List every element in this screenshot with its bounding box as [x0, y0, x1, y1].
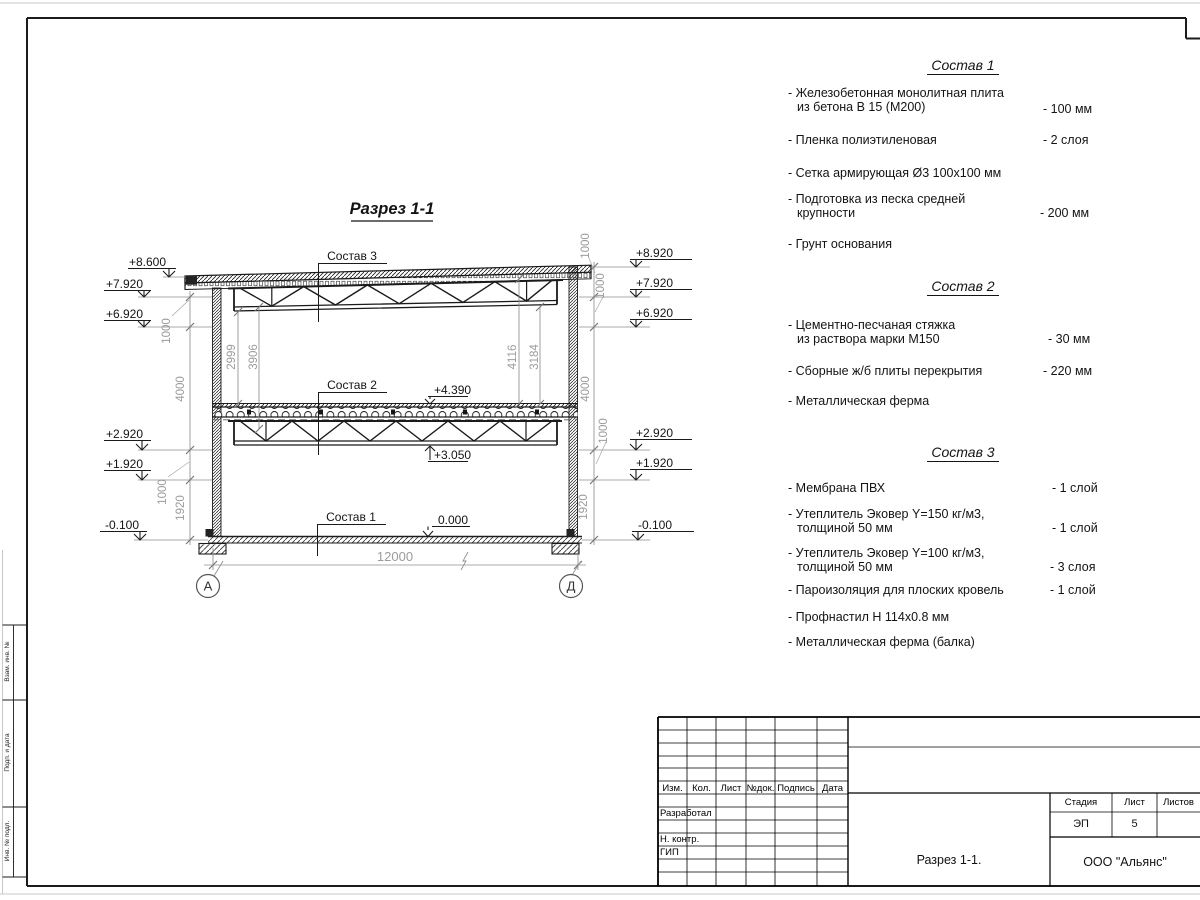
- dim-right-1000a: 1000: [595, 273, 607, 299]
- level-floor: 0.000: [438, 513, 469, 527]
- anchor-right: [567, 529, 575, 537]
- tb-sheet-value: 5: [1131, 818, 1138, 830]
- comp1-item1-line1: - Железобетонная монолитная плита: [788, 86, 1004, 100]
- wall-right: [569, 267, 578, 537]
- strip-label-vzam: Взам. инв. №: [4, 641, 11, 682]
- elev-right-4: +2.920: [636, 426, 674, 440]
- comp1-item3-line1: - Сетка армирующая Ø3 100х100 мм: [788, 166, 1002, 180]
- dim-right-1000t: 1000: [580, 233, 592, 259]
- dim-inner-2999: 2999: [226, 344, 238, 370]
- floor-truss: [228, 421, 562, 445]
- foundation-right: [552, 544, 579, 555]
- tb-sheet-label: Лист: [1124, 797, 1145, 808]
- tb-stage-value: ЭП: [1073, 818, 1089, 830]
- dim-left-1000b: 1000: [157, 479, 169, 505]
- strip-label-podp: Подп. и дата: [4, 733, 11, 772]
- tb-col-podpis: Подпись: [777, 783, 815, 794]
- level-mid-bottom: +3.050: [434, 448, 472, 462]
- comp1-item5-line1: - Грунт основания: [788, 237, 893, 251]
- comp3-item3-line2: толщиной 50 мм: [797, 560, 893, 574]
- tb-col-ndok: №док.: [746, 783, 775, 794]
- comp1-item4-line1: - Подготовка из песка средней: [788, 192, 966, 206]
- callout-sostav-3: Состав 3: [327, 249, 377, 263]
- comp3-item1-value: - 1 слой: [1052, 481, 1098, 495]
- roof-assembly: [185, 265, 591, 289]
- comp3-item4-value: - 1 слой: [1050, 583, 1096, 597]
- tb-company: ООО "Альянс": [1083, 855, 1167, 869]
- tb-col-list: Лист: [720, 783, 742, 794]
- tb-col-data: Дата: [821, 783, 844, 794]
- elev-right-1: +8.920: [636, 246, 674, 260]
- sheet-frame: [27, 18, 1200, 886]
- elev-left-5: +1.920: [105, 457, 143, 471]
- axis-label-d: Д: [566, 578, 576, 594]
- comp1-item4-value: - 200 мм: [1040, 206, 1090, 220]
- comp3-item2-line2: толщиной 50 мм: [797, 521, 893, 535]
- dim-inner-3184: 3184: [529, 344, 541, 370]
- comp3-item3-value: - 3 слоя: [1050, 560, 1096, 574]
- comp3-item1-line1: - Мембрана ПВХ: [788, 481, 886, 495]
- tb-row-razrabotal: Разработал: [660, 808, 712, 819]
- strip-label-inv: Инв. № подл.: [4, 820, 11, 862]
- comp2-item2-value: - 220 мм: [1043, 364, 1093, 378]
- axis-circle-left: [197, 561, 224, 598]
- comp1-item1-line2: из бетона В 15 (М200): [797, 100, 926, 114]
- elev-right-5: +1.920: [636, 456, 674, 470]
- elev-left-4: +2.920: [105, 427, 143, 441]
- dim-right-4000: 4000: [580, 376, 592, 402]
- elev-left-2: +7.920: [105, 277, 143, 291]
- comp2-item1-line2: из раствора марки М150: [797, 332, 940, 346]
- tb-sheets-label: Листов: [1163, 797, 1194, 808]
- axis-label-a: А: [203, 578, 213, 594]
- elev-left-1: +8.600: [128, 255, 166, 269]
- drawing-title: Разрез 1-1: [349, 200, 435, 218]
- elev-left-6: -0.100: [104, 518, 139, 532]
- comp1-item1-value: - 100 мм: [1043, 102, 1093, 116]
- floor-assembly: [212, 404, 578, 420]
- foundation-left: [199, 544, 226, 555]
- dim-inner-4116: 4116: [507, 344, 519, 370]
- comp2-item1-value: - 30 мм: [1048, 332, 1091, 346]
- callout-sostav-1: Состав 1: [326, 510, 376, 524]
- elevation-texts-right: [636, 246, 673, 532]
- axis-circle-right: [560, 561, 583, 598]
- dim-span-12000: 12000: [376, 549, 414, 564]
- dim-right-1920: 1920: [578, 494, 590, 520]
- section-drawing: [100, 200, 694, 598]
- comp1-item4-line2: крупности: [797, 206, 856, 220]
- tb-stage-label: Стадия: [1064, 797, 1098, 808]
- composition-2-title: Состав 2: [927, 278, 998, 296]
- elev-right-2: +7.920: [636, 276, 674, 290]
- composition-3-title: Состав 3: [927, 444, 998, 462]
- dim-left-1920: 1920: [175, 495, 187, 521]
- comp3-item5-line1: - Профнастил Н 114х0.8 мм: [788, 610, 950, 624]
- elev-right-6: -0.100: [638, 518, 673, 532]
- tb-row-nkontr: Н. контр.: [660, 834, 700, 845]
- dim-inner-3906: 3906: [248, 344, 260, 370]
- comp3-item3-line1: - Утеплитель Эковер Y=100 кг/м3,: [788, 546, 985, 560]
- comp2-item2-line1: - Сборные ж/б плиты перекрытия: [788, 364, 983, 378]
- comp3-item6-line1: - Металлическая ферма (балка): [788, 635, 975, 649]
- tb-doc-name: Разрез 1-1.: [916, 853, 982, 867]
- tb-col-kol: Кол.: [692, 783, 711, 794]
- comp1-item2-line1: - Пленка полиэтиленовая: [788, 133, 937, 147]
- comp3-item2-value: - 1 слой: [1052, 521, 1098, 535]
- elev-right-3: +6.920: [636, 306, 674, 320]
- dim-right-1000b: 1000: [598, 418, 610, 444]
- tb-row-gip: ГИП: [660, 847, 679, 858]
- callout-sostav-2: Состав 2: [327, 378, 377, 392]
- tb-col-izm: Изм.: [662, 783, 683, 794]
- elevation-marks-right: [630, 260, 694, 541]
- level-mid-top: +4.390: [434, 383, 472, 397]
- comp3-item2-line1: - Утеплитель Эковер Y=150 кг/м3,: [788, 507, 985, 521]
- comp1-item2-value: - 2 слоя: [1043, 133, 1089, 147]
- composition-1-title: Состав 1: [927, 57, 998, 75]
- anchor-left: [206, 529, 214, 537]
- comp2-item1-line1: - Цементно-песчаная стяжка: [788, 318, 956, 332]
- dim-left-4000: 4000: [175, 376, 187, 402]
- dim-left-1000a: 1000: [161, 318, 173, 344]
- elev-left-3: +6.920: [105, 307, 143, 321]
- comp2-item3-line1: - Металлическая ферма: [788, 394, 930, 408]
- comp3-item4-line1: - Пароизоляция для плоских кровель: [788, 583, 1004, 597]
